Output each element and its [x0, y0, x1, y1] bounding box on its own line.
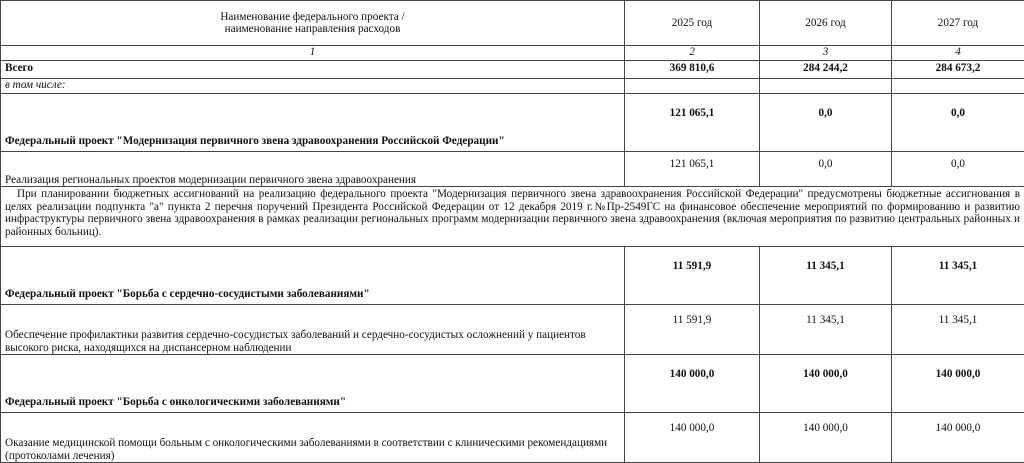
note-row: [1, 187, 1024, 247]
project-name: Федеральный проект "Борьба с онкологическими заболеваниями": [1, 355, 625, 413]
empty-cell: [625, 79, 760, 94]
project-name: Федеральный проект "Модернизация первичного звена здравоохранения Российской Федерации": [1, 94, 625, 152]
total-label: Всего: [1, 61, 625, 79]
column-number: 4: [892, 46, 1024, 61]
expense-item-value-2026: 140 000,0: [760, 413, 892, 463]
expense-item-row: [1, 413, 1024, 463]
total-value-2025: 369 810,6: [625, 61, 760, 79]
project-value-2026: 0,0: [760, 94, 892, 152]
empty-cell: [760, 79, 892, 94]
expense-item-value-2027: 140 000,0: [892, 413, 1024, 463]
expense-item-value-2026: 11 345,1: [760, 305, 892, 355]
column-number: 2: [625, 46, 760, 61]
project-value-2025: 121 065,1: [625, 94, 760, 152]
expense-item-row: [1, 152, 1024, 187]
header-year-2027: 2027 год: [892, 1, 1024, 46]
expense-item-value-2027: 11 345,1: [892, 305, 1024, 355]
expense-item-row: [1, 305, 1024, 355]
column-number: 1: [1, 46, 625, 61]
expense-item-value-2025: 140 000,0: [625, 413, 760, 463]
empty-cell: [892, 79, 1024, 94]
column-number-row: [1, 46, 1024, 61]
project-row: [1, 247, 1024, 305]
project-value-2026: 140 000,0: [760, 355, 892, 413]
expense-item-name: Оказание медицинской помощи больным с онкологическими заболеваниями в соответствии с клиническими рекомендациями (протоколами лечения): [1, 413, 625, 463]
project-note: При планировании бюджетных ассигнований на реализацию федерального проекта "Модернизация первичного звена здравоохранения Российской Федерации" предусмотрены бюджетные ассигнования в целях реализации подпункта "а" пункта 2 перечня поручений Президента Российской Федерации от 12 декабря 2019 г.№Пр-2549ГС на финансовое обеспечение мероприятий по формированию и развитию инфраструктуры первичного звена здравоохранения в рамках реализации региональных программ модернизации первичного звена здравоохранения (включая мероприятия по развитию центральных районных и районных больниц).: [1, 187, 1024, 247]
project-name: Федеральный проект "Борьба с сердечно-сосудистыми заболеваниями": [1, 247, 625, 305]
header-row: [1, 1, 1024, 46]
project-value-2027: 140 000,0: [892, 355, 1024, 413]
project-value-2027: 0,0: [892, 94, 1024, 152]
expense-item-value-2027: 0,0: [892, 152, 1024, 187]
project-value-2025: 11 591,9: [625, 247, 760, 305]
expense-item-name: Реализация региональных проектов модернизации первичного звена здравоохранения: [1, 152, 625, 187]
total-value-2026: 284 244,2: [760, 61, 892, 79]
including-row: [1, 79, 1024, 94]
total-value-2027: 284 673,2: [892, 61, 1024, 79]
header-year-2026: 2026 год: [760, 1, 892, 46]
project-row: [1, 94, 1024, 152]
column-number: 3: [760, 46, 892, 61]
header-name-column: Наименование федерального проекта / наименование направления расходов: [1, 1, 625, 46]
expense-item-value-2025: 121 065,1: [625, 152, 760, 187]
header-year-2025: 2025 год: [625, 1, 760, 46]
including-label: в том числе:: [1, 79, 625, 94]
expense-item-name: Обеспечение профилактики развития сердечно-сосудистых заболеваний и сердечно-сосудистых осложнений у пациентов высокого риска, находящихся на диспансерном наблюдении: [1, 305, 625, 355]
expense-item-value-2025: 11 591,9: [625, 305, 760, 355]
project-value-2027: 11 345,1: [892, 247, 1024, 305]
project-value-2026: 11 345,1: [760, 247, 892, 305]
total-row: [1, 61, 1024, 79]
expense-item-value-2026: 0,0: [760, 152, 892, 187]
project-row: [1, 355, 1024, 413]
project-value-2025: 140 000,0: [625, 355, 760, 413]
